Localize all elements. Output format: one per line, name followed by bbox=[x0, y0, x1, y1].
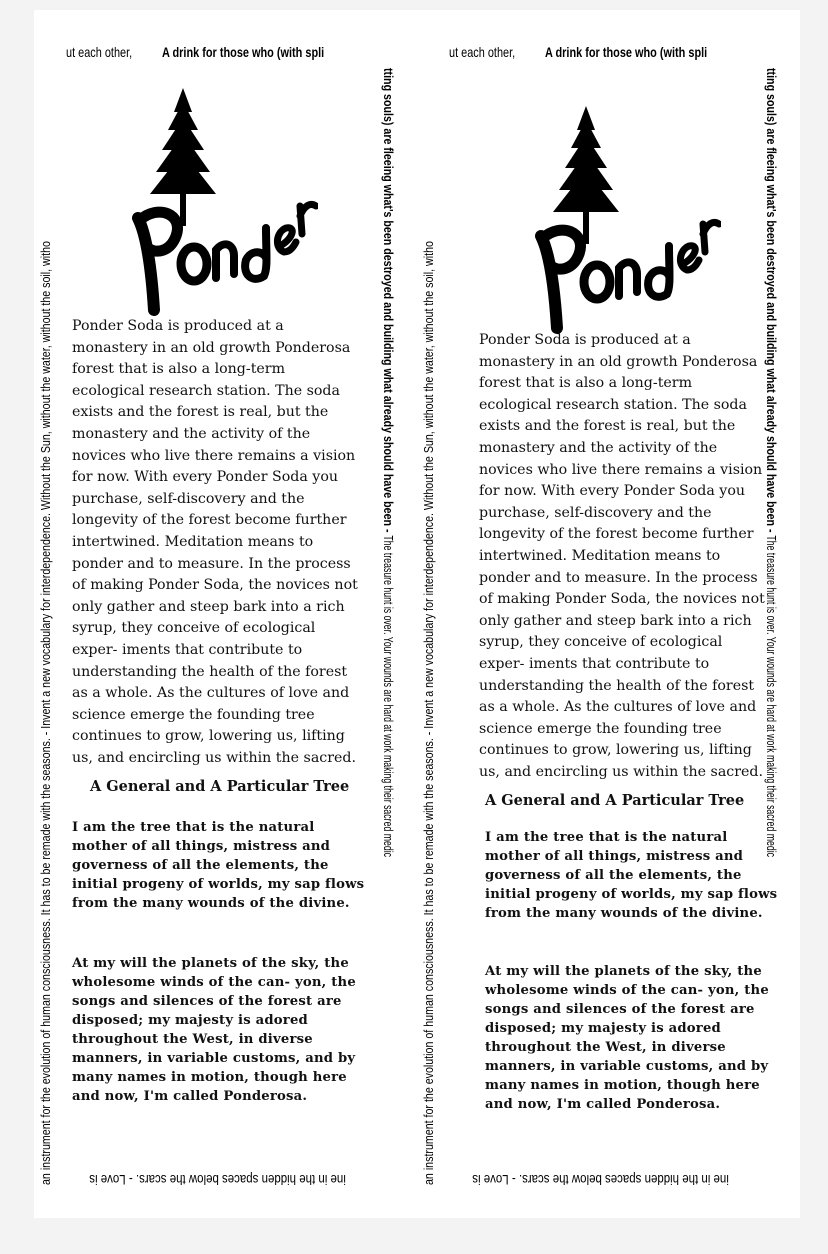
label-left bbox=[34, 10, 410, 1218]
bottom-border-text: ine in the hidden spaces below the scars. - Love is bbox=[89, 1172, 346, 1188]
top-border-text bbox=[34, 44, 410, 64]
right-border-text bbox=[381, 68, 396, 1218]
intro-paragraph: Ponder Soda is produced at a monastery in an old growth Ponderosa forest that is also a long-term ecological research station. The soda exists and the forest is real, but the monastery and the activity of the novices who live there remains a vision for now. With every Ponder Soda you purchase, self-discovery and the longevity of the forest become further intertwined. Meditation means to ponder and to measure. In the process of making Ponder Soda, the novices not only gather and steep bark into a rich syrup, they conceive of ecological exper- iments that contribute to understanding the health of the forest as a whole. As the cultures of love and science emerge the founding tree continues to grow, lowering us, lifting us, and encircling us within the sacred. bbox=[72, 318, 358, 766]
pine-tree-icon bbox=[150, 88, 216, 226]
left-border-text: an instrument for the evolution of human consciousness. It has to be remade with the seasons. - Invent a new vocabulary for interdependence. Without the Sun, without the water, without the soil, witho bbox=[38, 241, 53, 1185]
intro-paragraph: Ponder Soda is produced at a monastery in an old growth Ponderosa forest that is also a long-term ecological research station. The soda exists and the forest is real, but the monastery and the activity of the novices who live there remains a vision for now. With every Ponder Soda you purchase, self-discovery and the longevity of the forest become further intertwined. Meditation means to ponder and to measure. In the process of making Ponder Soda, the novices not only gather and steep bark into a rich syrup, they conceive of ecological exper- iments that contribute to understanding the health of the forest as a whole. As the cultures of love and science emerge the founding tree continues to grow, lowering us, lifting us, and encircling us within the sacred. bbox=[479, 332, 765, 780]
poem-stanza-2: At my will the planets of the sky, the wholesome winds of the can- yon, the songs and silences of the forest are disposed; my majesty is adored throughout the West, in diverse manners, in variable customs, and by many names in motion, though here and now, I'm called Ponderosa. bbox=[72, 956, 356, 1104]
section-heading: A General and A Particular Tree bbox=[90, 778, 350, 795]
bottom-border-text: ine in the hidden spaces below the scars. - Love is bbox=[472, 1172, 729, 1188]
label-sheet bbox=[34, 10, 800, 1218]
top-text-b: A drink for those who (with spli bbox=[162, 44, 325, 60]
left-border-text: an instrument for the evolution of human consciousness. It has to be remade with the seasons. - Invent a new vocabulary for interdependence. Without the Sun, without the water, without the soil, witho bbox=[421, 241, 436, 1185]
top-border-text bbox=[417, 44, 793, 64]
top-text-a: ut each other, bbox=[66, 44, 133, 60]
poem-stanza-1: I am the tree that is the natural mother of all things, mistress and governess of all the elements, the initial progeny of worlds, my sap flows from the many wounds of the divine. bbox=[485, 830, 778, 921]
right-border-regular: The treasure hunt is over. Your wounds are hard at work making their sacred medic bbox=[764, 535, 779, 858]
pine-tree-icon bbox=[553, 106, 619, 244]
logo-lettering bbox=[541, 222, 719, 328]
right-border-regular: The treasure hunt is over. Your wounds are hard at work making their sacred medic bbox=[381, 535, 396, 858]
right-border-bold: tting souls) are fleeing what's been destroyed and building what already should have been - bbox=[764, 68, 779, 533]
ponder-logo bbox=[118, 88, 318, 320]
poem-stanza-2: At my will the planets of the sky, the wholesome winds of the can- yon, the songs and silences of the forest are disposed; my majesty is adored throughout the West, in diverse manners, in variable customs, and by many names in motion, though here and now, I'm called Ponderosa. bbox=[485, 964, 769, 1112]
top-text-a: ut each other, bbox=[449, 44, 516, 60]
logo-lettering bbox=[138, 204, 316, 310]
right-border-bold: tting souls) are fleeing what's been destroyed and building what already should have been - bbox=[381, 68, 396, 533]
ponder-logo bbox=[521, 106, 721, 338]
top-text-b: A drink for those who (with spli bbox=[545, 44, 708, 60]
logo-word: Ponder bbox=[521, 106, 525, 107]
poem-stanza-1: I am the tree that is the natural mother of all things, mistress and governess of all the elements, the initial progeny of worlds, my sap flows from the many wounds of the divine. bbox=[72, 820, 365, 911]
label-right bbox=[417, 10, 793, 1218]
logo-word: Ponder bbox=[118, 88, 122, 89]
section-heading: A General and A Particular Tree bbox=[485, 792, 745, 809]
